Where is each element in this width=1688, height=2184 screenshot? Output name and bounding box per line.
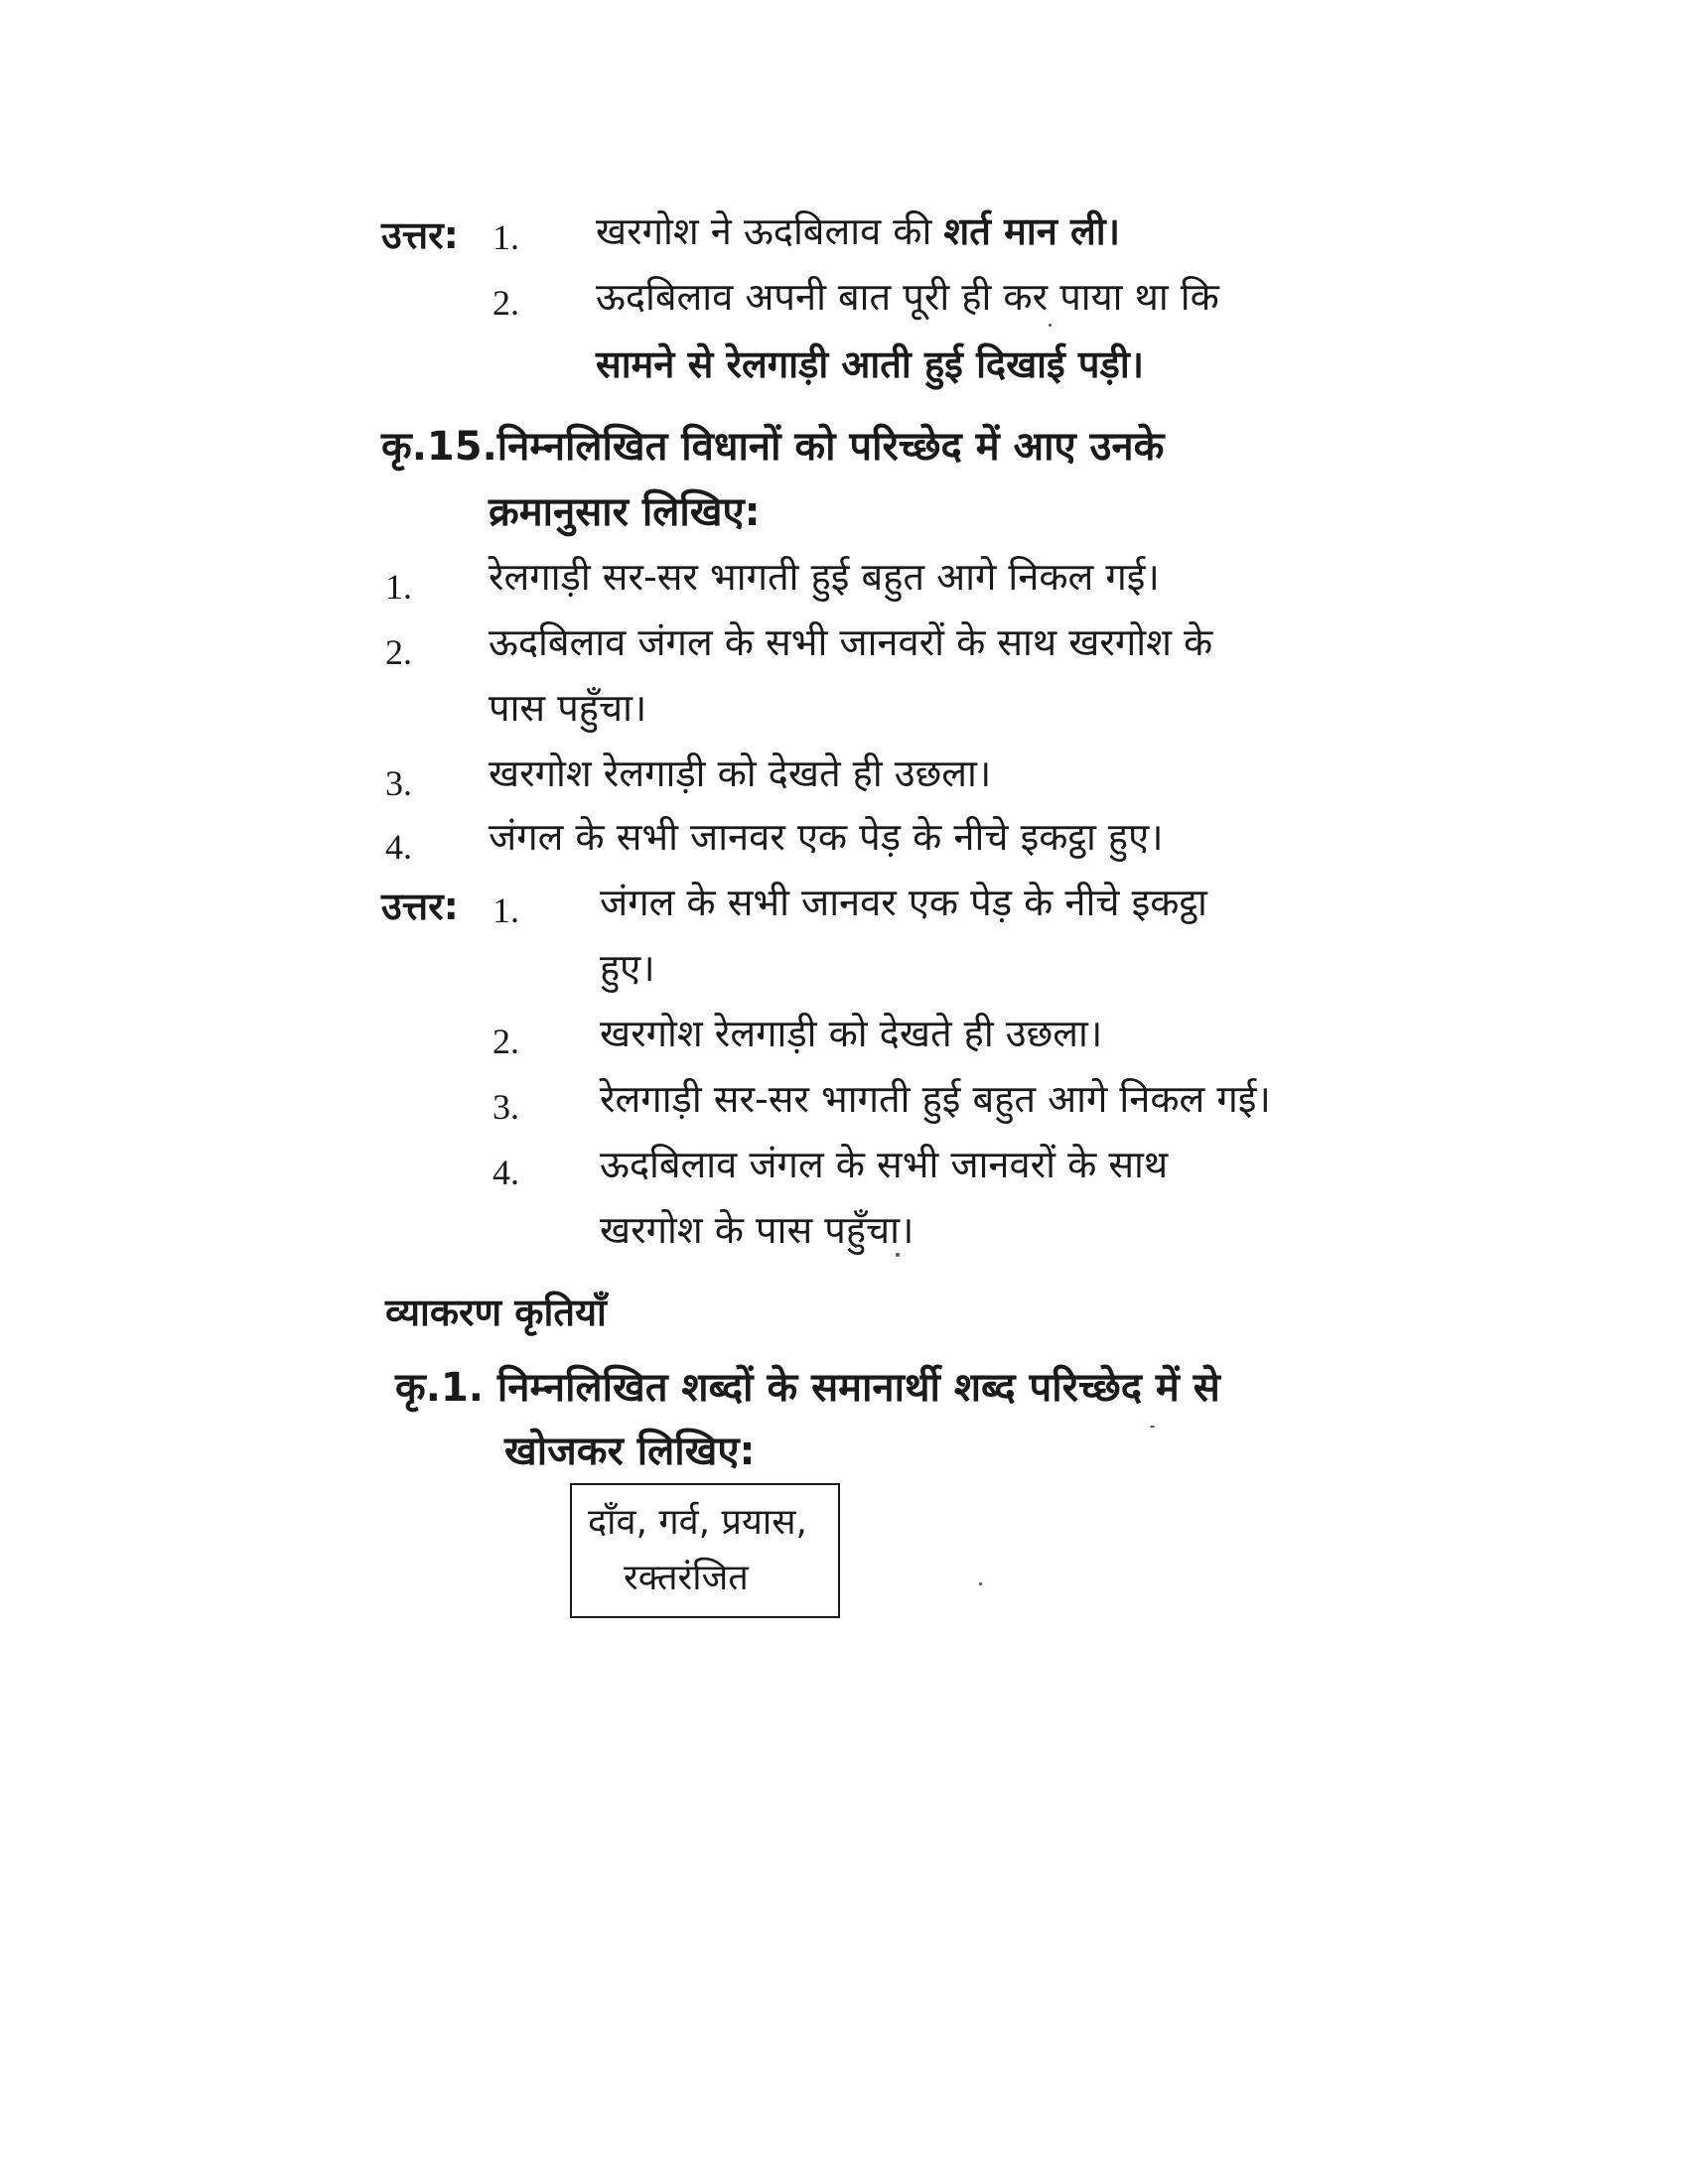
answer-item-number: 1. bbox=[492, 890, 519, 930]
question-heading bbox=[381, 421, 1164, 473]
scan-speck bbox=[979, 1582, 982, 1585]
answer-item-text: जंगल के सभी जानवर एक पेड़ के नीचे इकट्ठा bbox=[600, 881, 1207, 924]
statement-text-continued: पास पहुँचा। bbox=[489, 686, 647, 730]
statement-number: 3. bbox=[385, 763, 412, 803]
scan-speck bbox=[1150, 1426, 1155, 1428]
question-number: कृ.1. bbox=[395, 1365, 484, 1411]
answer-item-number: 2. bbox=[492, 1022, 519, 1061]
answer-item-number: 2. bbox=[492, 283, 519, 323]
section-heading: व्याकरण कृतियाँ bbox=[385, 1291, 607, 1334]
statement-text: जंगल के सभी जानवर एक पेड़ के नीचे इकट्ठा हुए। bbox=[489, 815, 1164, 859]
answer-item-number: 4. bbox=[492, 1153, 519, 1192]
answer-item-number: 1. bbox=[492, 217, 519, 257]
answer-item-text: ऊदबिलाव जंगल के सभी जानवरों के साथ bbox=[600, 1143, 1169, 1186]
answer-item-text: खरगोश रेलगाड़ी को देखते ही उछला। bbox=[600, 1012, 1103, 1055]
statement-text: रेलगाड़ी सर-सर भागती हुई बहुत आगे निकल गई। bbox=[489, 555, 1160, 599]
scan-speck bbox=[896, 1253, 900, 1257]
answer-item-text-continued: हुए। bbox=[600, 946, 655, 990]
answer-item-text-bold: शर्त मान ली। bbox=[943, 209, 1121, 253]
answer-item-text-plain: खरगोश ने ऊदबिलाव की bbox=[596, 209, 944, 253]
statement-text: खरगोश रेलगाड़ी को देखते ही उछला। bbox=[489, 751, 992, 795]
statement-number: 4. bbox=[385, 827, 412, 867]
answer-item-text-continued: खरगोश के पास पहुँचा। bbox=[600, 1208, 914, 1252]
question-text: निम्नलिखित विधानों को परिच्छेद में आए उनके bbox=[496, 424, 1165, 470]
statement-number: 1. bbox=[385, 567, 412, 607]
question-text-continued: खोजकर लिखिए: bbox=[504, 1429, 756, 1474]
scan-speck bbox=[1049, 324, 1052, 327]
statement-number: 2. bbox=[385, 632, 412, 672]
answer-label: उत्तर: bbox=[381, 213, 459, 257]
question-heading bbox=[395, 1362, 1220, 1414]
answer-label: उत्तर: bbox=[381, 885, 459, 928]
statement-text: ऊदबिलाव जंगल के सभी जानवरों के साथ खरगोश के bbox=[489, 620, 1213, 664]
question-text-continued: क्रमानुसार लिखिए: bbox=[489, 489, 761, 535]
answer-item-text-continued: सामने से रेलगाड़ी आती हुई दिखाई पड़ी। bbox=[596, 342, 1145, 386]
question-text: निम्नलिखित शब्दों के समानार्थी शब्द परिच्छेद में से bbox=[496, 1365, 1220, 1411]
answer-item-number: 3. bbox=[492, 1087, 519, 1127]
answer-item-text: रेलगाड़ी सर-सर भागती हुई बहुत आगे निकल गई। bbox=[600, 1077, 1271, 1121]
word-box-line: रक्तरंजित bbox=[624, 1558, 749, 1598]
answer-item-text bbox=[596, 206, 1120, 256]
answer-item-text: ऊदबिलाव अपनी बात पूरी ही कर पाया था कि bbox=[596, 275, 1219, 319]
word-box-line: दाँव, गर्व, प्रयास, bbox=[588, 1502, 807, 1543]
word-box bbox=[570, 1483, 840, 1618]
question-number: कृ.15. bbox=[381, 424, 497, 470]
